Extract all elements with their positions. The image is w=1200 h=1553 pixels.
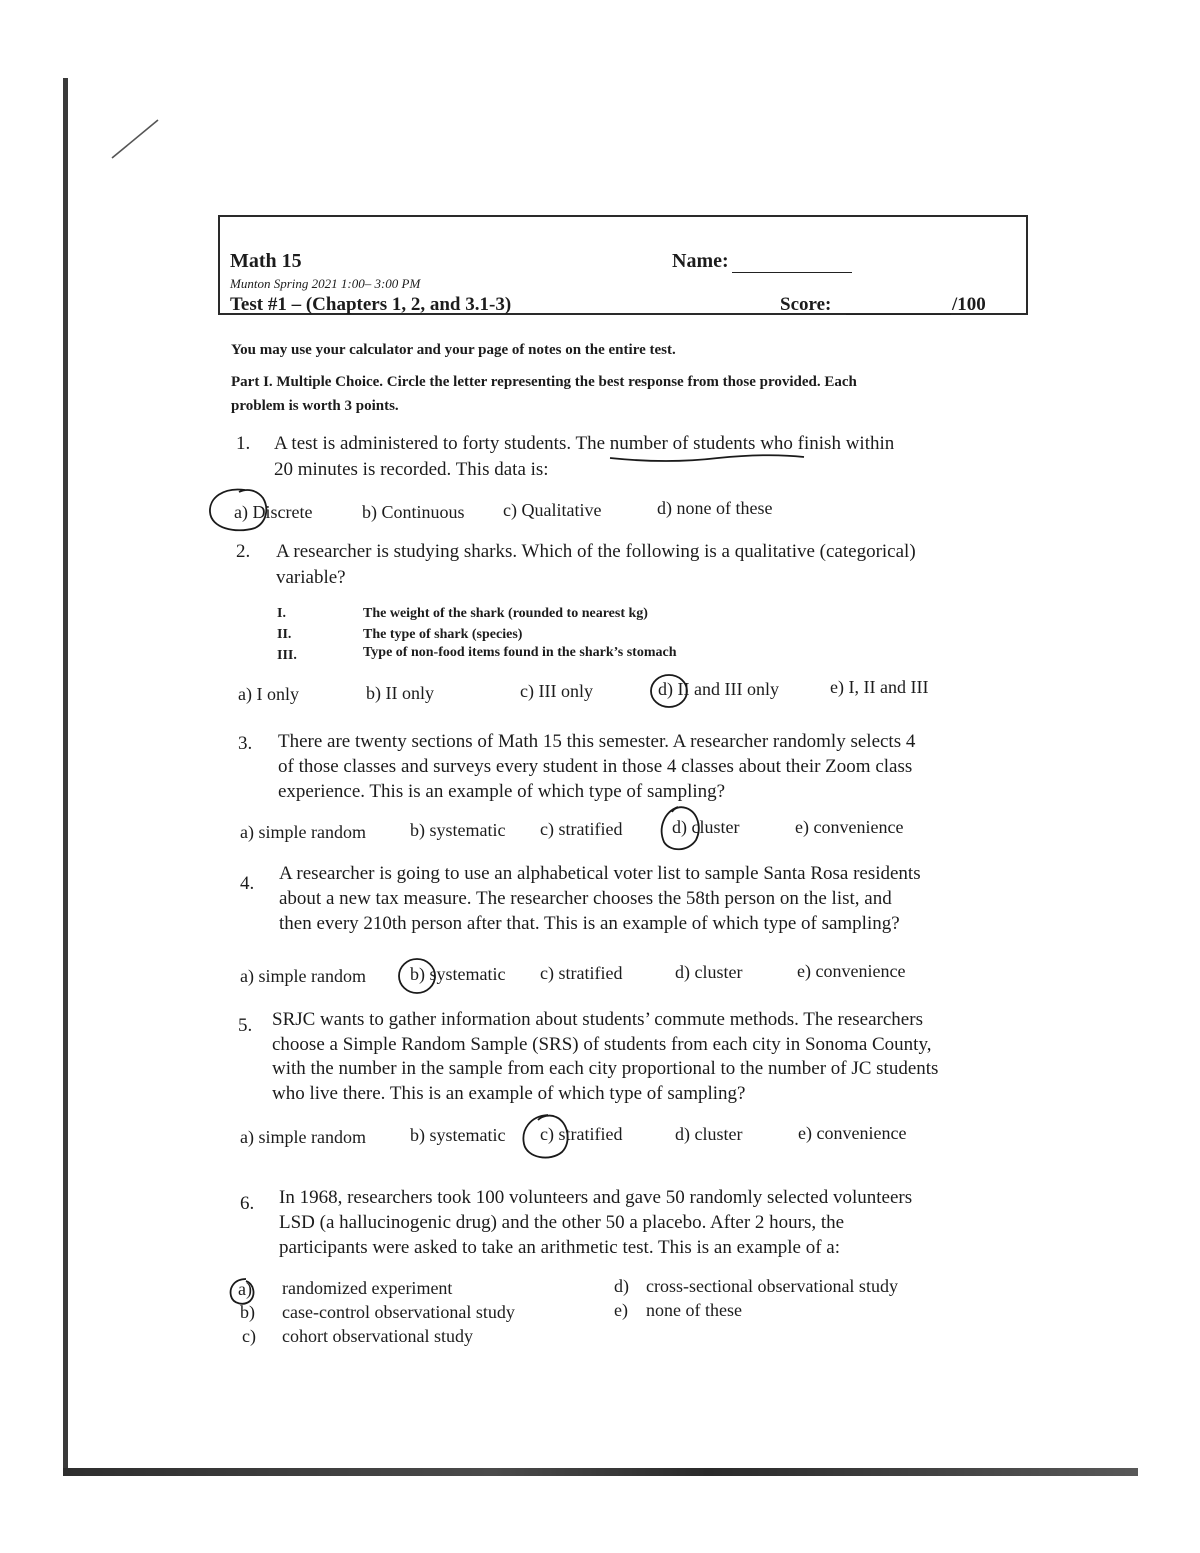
handwritten-underline (608, 448, 808, 464)
option-a[interactable]: randomized experiment (282, 1278, 453, 1298)
option-b[interactable]: b) II only (366, 683, 434, 703)
question-text-line: A researcher is going to use an alphabetical voter list to sample Santa Rosa residents (279, 863, 921, 884)
option-d[interactable]: d) cluster (675, 962, 743, 982)
exam-subtitle: Munton Spring 2021 1:00– 3:00 PM (230, 276, 421, 291)
option-a-letter[interactable]: a) (238, 1279, 252, 1299)
option-e[interactable]: none of these (646, 1300, 742, 1320)
roman-numeral: III. (277, 648, 297, 663)
answer-circle-6a (226, 1276, 258, 1308)
option-c[interactable]: c) stratified (540, 819, 623, 839)
option-c[interactable]: c) stratified (540, 1124, 623, 1144)
roman-numeral: I. (277, 606, 286, 621)
question-number: 6. (240, 1193, 255, 1214)
question-text-line: There are twenty sections of Math 15 this semester. A researcher randomly selects 4 (278, 731, 916, 752)
option-a[interactable]: a) simple random (240, 822, 366, 842)
question-text-line: A researcher is studying sharks. Which of the following is a qualitative (categorical) (276, 541, 916, 562)
question-text-line: experience. This is an example of which type of sampling? (278, 781, 726, 802)
part1-instructions-line2: problem is worth 3 points. (231, 398, 399, 414)
option-b-letter[interactable]: b) (240, 1302, 255, 1322)
answer-circle-3d (656, 804, 704, 854)
question-text-line: then every 210th person after that. This is an example of which type of sampling? (279, 913, 900, 934)
answer-circle-2d (648, 672, 690, 710)
option-a[interactable]: a) simple random (240, 966, 366, 986)
option-a[interactable]: a) I only (238, 684, 299, 704)
option-a[interactable]: a) Discrete (234, 502, 313, 522)
name-label: Name: (672, 250, 729, 272)
question-text-line: variable? (276, 567, 346, 588)
question-number: 4. (240, 873, 255, 894)
scan-edge-bottom (63, 1468, 1138, 1476)
list-item-text: Type of non-food items found in the shark’s stomach (363, 645, 677, 660)
test-title: Test #1 – (Chapters 1, 2, and 3.1-3) (230, 294, 512, 315)
option-d[interactable]: d) II and III only (658, 679, 779, 699)
score-label: Score: (780, 294, 832, 315)
option-c[interactable]: c) III only (520, 681, 593, 701)
question-text-line: SRJC wants to gather information about students’ commute methods. The researchers (272, 1009, 923, 1030)
roman-numeral: II. (277, 627, 292, 642)
option-b[interactable]: b) Continuous (362, 502, 465, 522)
question-text-line: about a new tax measure. The researcher chooses the 58th person on the list, and (279, 888, 892, 909)
question-text-line: LSD (a hallucinogenic drug) and the other 50 a placebo. After 2 hours, the (279, 1212, 845, 1233)
question-number: 3. (238, 733, 253, 754)
name-blank-line (732, 272, 852, 273)
question-text-line: who live there. This is an example of which type of sampling? (272, 1083, 746, 1104)
option-b[interactable]: case-control observational study (282, 1302, 515, 1322)
option-c[interactable]: cohort observational study (282, 1326, 473, 1346)
question-number: 2. (236, 541, 251, 562)
list-item-text: The type of shark (species) (363, 627, 523, 642)
question-text-line: of those classes and surveys every student in those 4 classes about their Zoom class (278, 756, 913, 777)
option-d[interactable]: d) cluster (675, 1124, 743, 1144)
answer-circle-5c (518, 1112, 572, 1162)
option-c-letter[interactable]: c) (242, 1326, 256, 1346)
answer-circle-1a (205, 486, 271, 536)
question-text-line: participants were asked to take an arithmetic test. This is an example of a: (279, 1237, 841, 1258)
question-text-line: choose a Simple Random Sample (SRS) of students from each city in Sonoma County, (272, 1034, 932, 1055)
course-title: Math 15 (230, 250, 302, 272)
option-c[interactable]: c) Qualitative (503, 500, 602, 520)
option-d[interactable]: d) none of these (657, 498, 773, 518)
part1-instructions-line1: Part I. Multiple Choice. Circle the letter representing the best response from those provided. Each (231, 374, 857, 390)
option-e[interactable]: e) convenience (797, 961, 906, 981)
option-b[interactable]: b) systematic (410, 820, 506, 840)
option-e-letter[interactable]: e) (614, 1300, 628, 1320)
score-max: /100 (952, 294, 986, 315)
question-number: 5. (238, 1015, 253, 1036)
question-text-line: A test is administered to forty students. The number of students who finish within (274, 433, 895, 454)
option-c[interactable]: c) stratified (540, 963, 623, 983)
option-d-letter[interactable]: d) (614, 1276, 629, 1296)
question-text-line: 20 minutes is recorded. This data is: (274, 459, 549, 480)
option-b[interactable]: b) systematic (410, 1125, 506, 1145)
option-a[interactable]: a) simple random (240, 1127, 366, 1147)
calculator-note: You may use your calculator and your page of notes on the entire test. (231, 342, 676, 358)
answer-circle-4b (396, 956, 438, 996)
scan-edge-left (63, 78, 68, 1476)
option-b[interactable]: b) systematic (410, 964, 506, 984)
question-text-line: with the number in the sample from each city proportional to the number of JC students (272, 1058, 939, 1079)
list-item-text: The weight of the shark (rounded to nearest kg) (363, 606, 648, 621)
option-e[interactable]: e) convenience (798, 1123, 907, 1143)
option-d[interactable]: cross-sectional observational study (646, 1276, 898, 1296)
question-text-line: In 1968, researchers took 100 volunteers and gave 50 randomly selected volunteers (279, 1187, 913, 1208)
option-e[interactable]: e) convenience (795, 817, 904, 837)
pen-slash-mark (108, 118, 168, 163)
option-d[interactable]: d) cluster (672, 817, 740, 837)
score-blank-line (846, 314, 951, 315)
question-number: 1. (236, 433, 251, 454)
option-e[interactable]: e) I, II and III (830, 677, 929, 697)
